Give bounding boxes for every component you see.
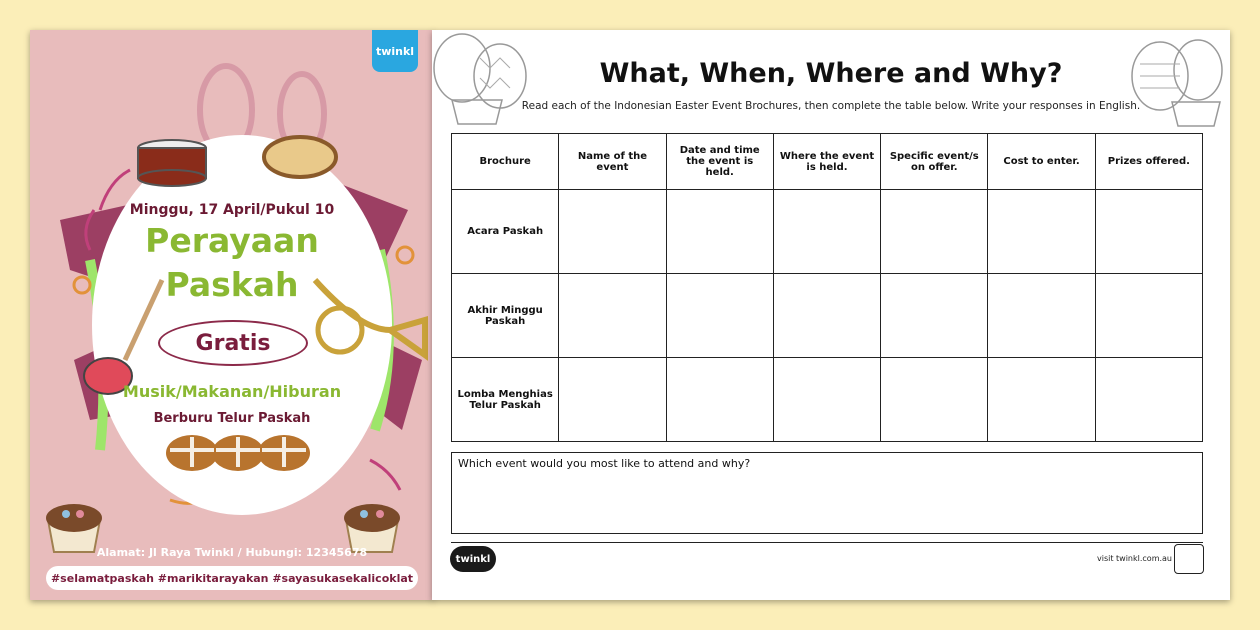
event-title-line2: Paskah	[165, 265, 299, 304]
event-date: Minggu, 17 April/Pukul 10	[129, 202, 335, 218]
twinkl-logo: twinkl	[372, 30, 418, 72]
question-box[interactable]	[451, 452, 1203, 534]
answer-cell[interactable]	[881, 190, 988, 274]
answer-cell[interactable]	[559, 358, 666, 442]
twinkl-footer-logo: twinkl	[450, 546, 496, 572]
column-header: Specific event/s on offer.	[881, 134, 988, 190]
response-table	[451, 133, 1203, 442]
quality-standard-icon	[1174, 544, 1204, 574]
answer-cell[interactable]	[559, 274, 666, 358]
brochure-illustration	[30, 30, 434, 600]
table-row	[452, 274, 1203, 358]
price-badge: Gratis	[158, 320, 308, 366]
answer-cell[interactable]	[988, 274, 1095, 358]
column-header: Brochure	[452, 134, 559, 190]
answer-cell[interactable]	[773, 190, 880, 274]
table-row	[452, 358, 1203, 442]
table-header-row	[452, 134, 1203, 190]
answer-cell[interactable]	[881, 358, 988, 442]
row-label: Acara Paskah	[452, 190, 559, 274]
footer-url: visit twinkl.com.au	[1097, 554, 1172, 563]
row-label: Lomba Menghias Telur Paskah	[452, 358, 559, 442]
brochure-panel	[30, 30, 434, 600]
answer-cell[interactable]	[559, 190, 666, 274]
footer-divider	[451, 542, 1203, 543]
answer-cell[interactable]	[666, 274, 773, 358]
event-activities: Musik/Makanan/Hiburan	[122, 382, 342, 401]
column-header: Where the event is held.	[773, 134, 880, 190]
column-header: Date and time the event is held.	[666, 134, 773, 190]
answer-cell[interactable]	[1095, 358, 1202, 442]
answer-cell[interactable]	[988, 358, 1095, 442]
column-header: Cost to enter.	[988, 134, 1095, 190]
event-title-line1: Perayaan	[145, 221, 319, 260]
answer-cell[interactable]	[988, 190, 1095, 274]
worksheet-instructions: Read each of the Indonesian Easter Event Brochures, then complete the table below. Write your responses in English.	[521, 100, 1141, 112]
column-header: Prizes offered.	[1095, 134, 1202, 190]
answer-cell[interactable]	[1095, 274, 1202, 358]
answer-cell[interactable]	[666, 190, 773, 274]
hashtag-bar: #selamatpaskah #marikitarayakan #sayasukasekalicoklat	[46, 566, 418, 590]
table-row	[452, 190, 1203, 274]
question-text: Which event would you most like to attend and why?	[458, 457, 751, 470]
answer-cell[interactable]	[1095, 190, 1202, 274]
answer-cell[interactable]	[666, 358, 773, 442]
worksheet-panel	[432, 30, 1230, 600]
answer-cell[interactable]	[881, 274, 988, 358]
event-highlight: Berburu Telur Paskah	[153, 411, 311, 426]
worksheet-title: What, When, Where and Why?	[599, 58, 1063, 89]
column-header: Name of the event	[559, 134, 666, 190]
event-address: Alamat: Jl Raya Twinkl / Hubungi: 12345678	[96, 546, 368, 559]
answer-cell[interactable]	[773, 358, 880, 442]
row-label: Akhir Minggu Paskah	[452, 274, 559, 358]
answer-cell[interactable]	[773, 274, 880, 358]
